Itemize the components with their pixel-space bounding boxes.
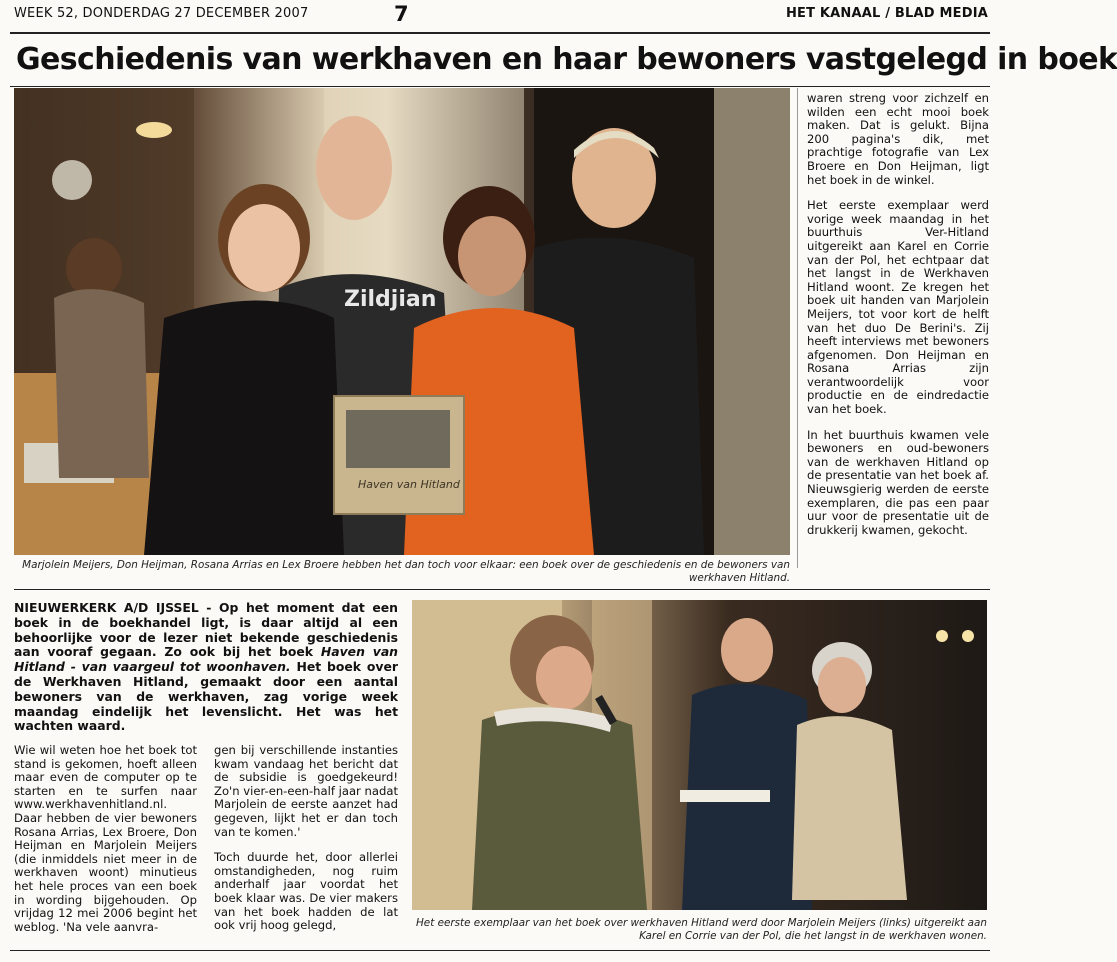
lead-part-2: Het boek over de Werkhaven Hitland, gemaakt door een aantal bewoners van de werkhaven, zag vorige week maandag eindelijk het levenslicht. Het was het wachten waard. [14,659,398,734]
publication-name: HET KANAAL / BLAD MEDIA [785,6,988,21]
body-column-2 [214,744,398,945]
photo-caption-1: Marjolein Meijers, Don Heijman, Rosana Arrias en Lex Broere hebben het dan toch voor elkaar: een boek over de geschiedenis en de bewoners van werkhaven Hitland. [22,559,790,584]
photo-book-makers-illustration [14,88,790,555]
book-cover-title: Haven van Hitland [358,478,460,491]
shirt-text: Zildjian [344,287,437,312]
paragraph: Toch duurde het, door allerlei omstandigheden, nog ruim anderhalf jaar voordat het boek klaar was. De vier makers van het boek hadden de lat ook vrij hoog gelegd, [214,850,398,933]
paragraph: Wie wil weten hoe het boek tot stand is gekomen, hoeft alleen maar even de computer op te starten en te surfen naar www.werkhavenhitland.nl. Daar hebben de vier bewoners Rosana Arrias, Lex Broere, Don Heijman en Marjolein Meijers (die inmiddels niet meer in de werkhaven woont) minutieus het hele proces van een boek in wording bijgehouden. Op vrijdag 12 mei 2006 begint het weblog. 'Na vele aanvra- [14,743,197,934]
photo-book-makers [14,88,790,555]
photo-book-presentation-illustration [412,600,987,910]
right-column-text [807,92,989,549]
photo-caption-2: Het eerste exemplaar van het boek over werkhaven Hitland werd door Marjolein Meijers (links) uitgereikt aan Karel en Corrie van der Pol, die het langst in de werkhaven wonen. [415,917,987,942]
dateline: WEEK 52, DONDERDAG 27 DECEMBER 2007 [14,6,309,21]
photo-book-presentation [412,600,987,910]
paragraph: waren streng voor zichzelf en wilden een echt mooi boek maken. Dat is gelukt. Bijna 200 pagina's dik, met prachtige fotografie van Lex Broere en Don Heijman, ligt het boek in de winkel. [807,91,989,187]
paragraph: gen bij verschillende instanties kwam vandaag het bericht dat de subsidie is goedgekeurd! Zo'n vier-en-een-half jaar nadat Marjolein de eerste aanzet had gegeven, lijkt het er dan toch van te komen.' [214,743,398,839]
lead-part-1: NIEUWERKERK A/D IJSSEL - Op het moment dat een boek in de boekhandel ligt, is daar altijd al een behoorlijke voor de lezer niet bekende geschiedenis aan vooraf gegaan. Zo ook bij het boek [14,600,398,660]
page-number: 7 [394,2,409,26]
headline: Geschiedenis van werkhaven en haar bewoners vastgelegd in boek [16,42,1117,77]
paragraph: In het buurthuis kwamen vele bewoners en oud-bewoners van de werkhaven Hitland op de presentatie van het boek af. Nieuwsgierig werden de eerste exemplaren, die pas een paar uur voor de presentatie uit de drukkerij kwamen, gekocht. [807,427,989,537]
paragraph: Het eerste exemplaar werd vorige week maandag in het buurthuis Ver-Hitland uitgereikt aan Karel en Corrie van der Pol, het echtpaar dat het langst in de Werkhaven Hitland woont. Ze kregen het boek uit handen van Marjolein Meijers, tot voor kort de helft van het duo De Berini's. Zij heeft interviews met bewoners afgenomen. Don Heijman en Rosana Arrias zijn verantwoordelijk voor productie en de eindredactie van het boek. [807,198,989,417]
column-divider [797,88,798,568]
section-rule [14,589,990,590]
bottom-rule [10,950,990,951]
lead-paragraph [14,601,398,734]
body-column-1 [14,744,197,946]
lead-book-title: Haven van Hitland - van vaargeul tot woonhaven. [14,644,398,675]
headline-rule [10,86,990,87]
header-rule [10,32,990,34]
